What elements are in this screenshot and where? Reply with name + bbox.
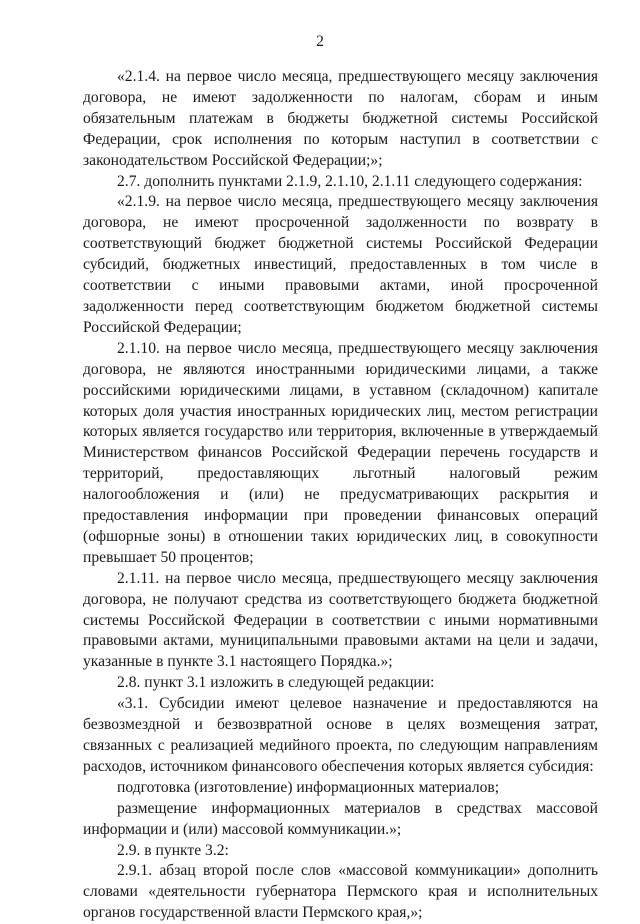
paragraph-list-item-preparation: подготовка (изготовление) информационных материалов; [117,778,500,796]
paragraph-2-9-1: 2.9.1. абзац второй после слов «массовой коммуникации» дополнить словами «деятельности губернатора Пермского края и исполнительных органов государственной власти Пермского края,»; [83,862,598,922]
document-body [83,67,598,924]
paragraph-list-item-placement: размещение информационных материалов в средствах массовой информации и (или) массовой коммуникации.»; [83,799,598,838]
paragraph-2-1-11: 2.1.11. на первое число месяца, предшествующего месяцу заключения договора, не получают средства из соответствующего бюджета бюджетной системы Российской Федерации в соответствии с иными нормативными правовыми актами, муниципальными правовыми актами на цели и задачи, указанные в пункте 3.1 настоящего Порядка.»; [83,569,598,671]
paragraph-2-8: 2.8. пункт 3.1 изложить в следующей редакции: [117,674,435,692]
paragraph-3-1: «3.1. Субсидии имеют целевое назначение и предоставляются на безвозмездной и безвозвратной основе в целях возмещения затрат, связанных с реализацией медийного проекта, по следующим направлениям расходов, источником финансового обеспечения которых является субсидия: [83,695,598,775]
paragraph-2-9: 2.9. в пункте 3.2: [117,841,229,859]
paragraph-2-1-10: 2.1.10. на первое число месяца, предшествующего месяцу заключения договора, не являются иностранными юридическими лицами, а также российскими юридическими лицами, в уставном (складочном) капитале которых доля участия иностранных юридических лиц, местом регистрации которых является государство или территория, включенные в утверждаемый Министерством финансов Российской Федерации перечень государств и территорий, предоставляющих льготный налоговый режим налогообложения и (или) не предусматривающих раскрытия и предоставления информации при проведении финансовых операций (офшорные зоны) в отношении таких юридических лиц, в совокупности превышает 50 процентов; [83,339,598,566]
paragraph-2-1-9: «2.1.9. на первое число месяца, предшествующего месяцу заключения договора, не имеют просроченной задолженности по возврату в соответствующий бюджет бюджетной системы Российской Федерации субсидий, бюджетных инвестиций, предоставленных в том числе в соответствии с иными правовыми актами, иной просроченной задолженности перед соответствующим бюджетом бюджетной системы Российской Федерации; [83,193,598,336]
paragraph-2-1-4: «2.1.4. на первое число месяца, предшествующего месяцу заключения договора, не имеют задолженности по налогам, сборам и иным обязательным платежам в бюджеты бюджетной системы Российской Федерации, срок исполнения по которым наступил в соответствии с законодательством Российской Федерации;»; [83,68,598,169]
paragraph-2-7: 2.7. дополнить пунктами 2.1.9, 2.1.10, 2.1.11 следующего содержания: [117,172,583,190]
page-number: 2 [316,33,324,50]
